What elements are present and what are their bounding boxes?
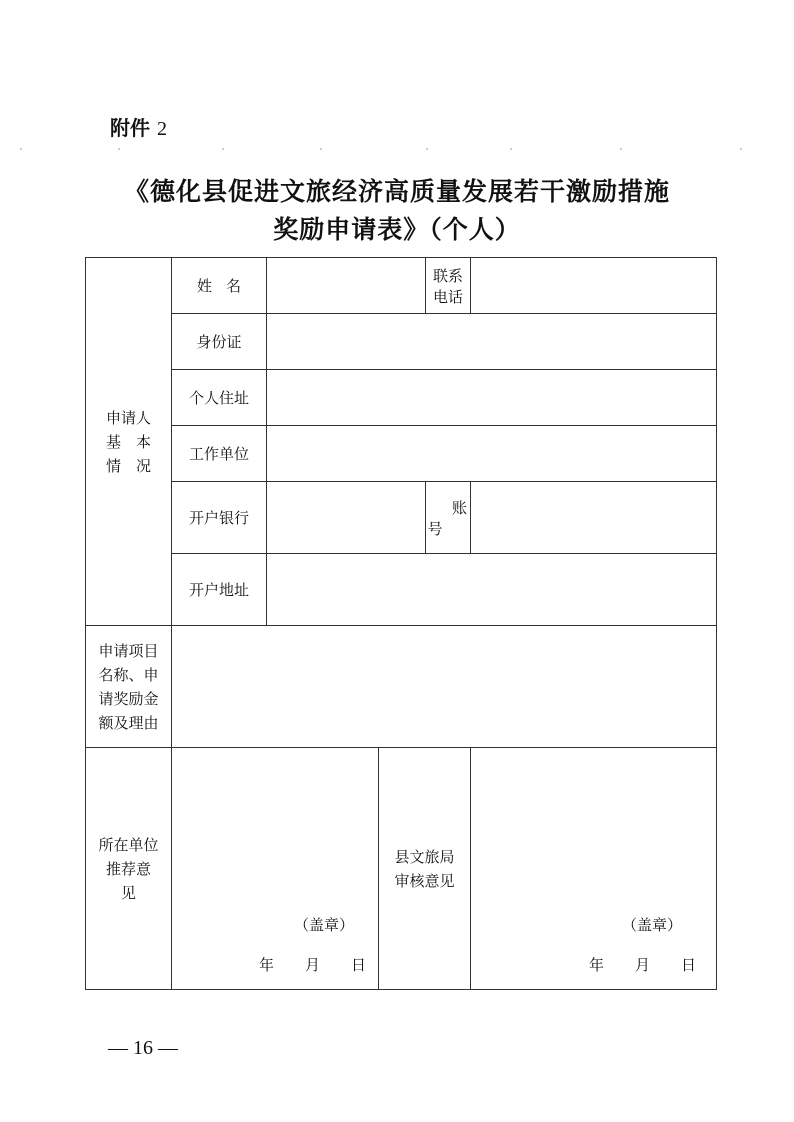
unit-opinion-label-cell [86,748,172,990]
project-field[interactable] [172,626,717,748]
bank-label: 开户银行 [188,509,249,527]
attachment-prefix: 附件 [110,116,150,140]
unit-date: 年 月 日 [258,956,374,974]
id-label: 身份证 [196,333,242,351]
project-label: 申请项目 名称、申 请奖励金 额及理由 [98,641,159,732]
bureau-seal: （盖章） [621,916,682,934]
title-line-2: 奖励申请表》（个人） [273,215,521,244]
attachment-number: 2 [156,118,167,140]
scan-dots [0,148,794,152]
bureau-date: 年 月 日 [588,956,704,974]
address-field[interactable] [267,370,717,426]
page-number: — 16 — [108,1037,178,1059]
account-label-cell [426,482,494,554]
bank-address-label: 开户地址 [188,581,249,599]
id-label-cell [172,314,267,370]
employer-label: 工作单位 [188,445,249,463]
bureau-opinion-label: 县文旅局 审核意见 [394,847,455,890]
bank-label-cell [172,482,267,554]
employer-field[interactable] [267,426,717,482]
attachment-label [110,112,167,141]
application-form [85,257,717,990]
bureau-opinion-field[interactable] [471,748,717,990]
phone-label: 联系电话 [432,266,463,306]
id-field[interactable] [267,314,717,370]
address-label-cell [172,370,267,426]
unit-opinion-field[interactable] [172,748,379,990]
account-label: 账号 [427,498,494,538]
unit-seal: （盖章） [293,916,354,934]
name-label: 姓名 [196,277,255,295]
phone-field[interactable] [471,258,717,314]
applicant-section-text: 申请人 基 本 情 况 [105,408,151,475]
bureau-opinion-label-cell [379,748,471,990]
title-line-1: 《德化县促进文旅经济高质量发展若干激励措施 [123,177,670,206]
address-label: 个人住址 [188,389,249,407]
employer-label-cell [172,426,267,482]
bank-address-field[interactable] [267,554,717,626]
bank-address-label-cell [172,554,267,626]
unit-opinion-label: 所在单位 推荐意 见 [98,835,159,902]
name-label-cell [172,258,267,314]
name-field[interactable] [267,258,426,314]
account-field[interactable] [471,482,717,554]
bank-field[interactable] [267,482,426,554]
project-label-cell [86,626,172,748]
applicant-section-label [86,258,172,626]
phone-label-cell [426,258,471,314]
